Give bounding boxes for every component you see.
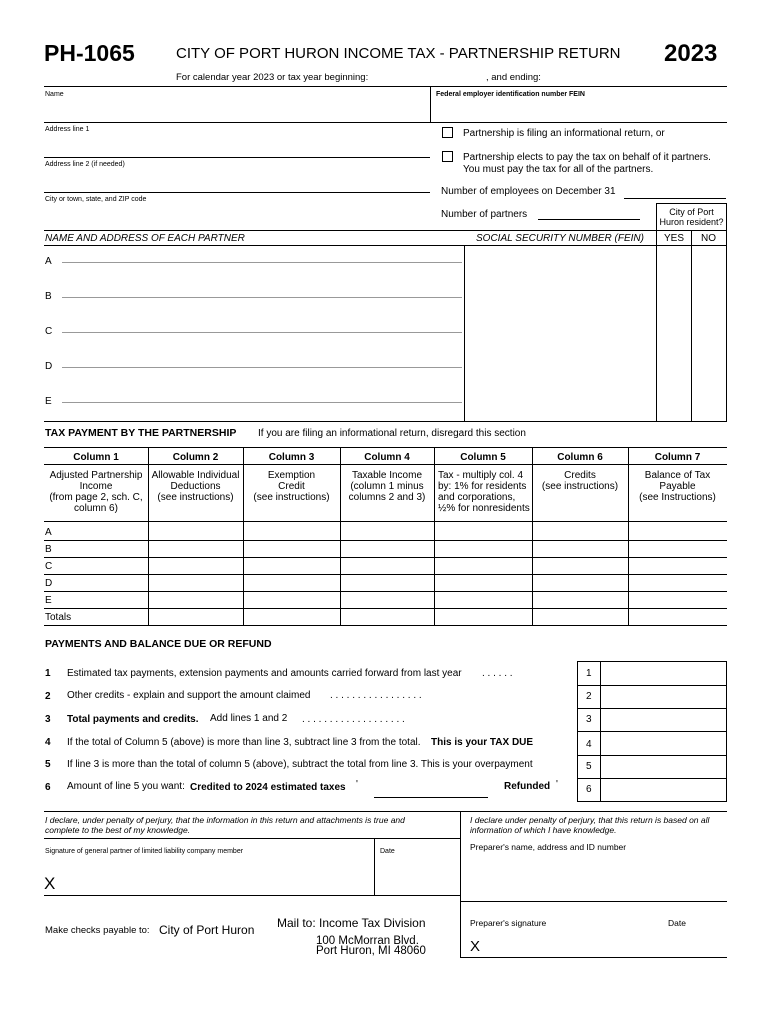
preparer-date-label: Date bbox=[668, 918, 686, 928]
preparer-bottom-rule bbox=[460, 957, 727, 958]
line-4-text: If the total of Column 5 (above) is more than line 3, subtract line 3 from the total. bbox=[67, 737, 421, 748]
column-5-header: Column 5 bbox=[460, 452, 506, 463]
tax-row-rule bbox=[44, 608, 727, 609]
declaration-top-rule bbox=[44, 811, 727, 812]
line-1-text: Estimated tax payments, extension payments and amounts carried forward from last year bbox=[67, 668, 462, 679]
line-3-box-number: 3 bbox=[586, 714, 592, 725]
partner-row-field[interactable] bbox=[62, 332, 462, 333]
partners-count-field[interactable] bbox=[538, 219, 640, 220]
tax-payment-title: TAX PAYMENT BY THE PARTNERSHIP bbox=[45, 427, 237, 439]
resident-yes-no-divider bbox=[691, 230, 692, 421]
tax-row-label: E bbox=[45, 595, 52, 606]
name-label: Name bbox=[45, 91, 64, 98]
elects-option-line1: Partnership elects to pay the tax on behalf of it partners. bbox=[463, 152, 711, 163]
line-6-credited-label: Credited to 2024 estimated taxes bbox=[190, 782, 346, 793]
partners-count-label: Number of partners bbox=[441, 209, 528, 220]
payments-box-rule bbox=[577, 778, 727, 779]
tax-row-rule bbox=[44, 591, 727, 592]
resident-box-top bbox=[656, 203, 727, 204]
partner-name-header: NAME AND ADDRESS OF EACH PARTNER bbox=[45, 233, 245, 244]
signature-area-bottom bbox=[44, 895, 460, 896]
form-id: PH-1065 bbox=[44, 40, 135, 66]
line-2-box-number: 2 bbox=[586, 691, 592, 702]
line-3-text-2: Add lines 1 and 2 bbox=[210, 713, 288, 724]
line-4-number: 4 bbox=[45, 737, 51, 748]
column-3-description: Exemption Credit (see instructions) bbox=[253, 470, 330, 503]
line-5-number: 5 bbox=[45, 759, 51, 770]
column-2-header: Column 2 bbox=[172, 452, 219, 463]
partners-table-top bbox=[44, 230, 727, 231]
partner-row-label: D bbox=[45, 361, 53, 372]
line-4-text-2: This is your TAX DUE bbox=[431, 737, 534, 748]
line-5-box-number: 5 bbox=[586, 761, 592, 772]
header-rule bbox=[44, 86, 727, 87]
form-year: 2023 bbox=[664, 40, 718, 67]
payments-box-rule bbox=[577, 661, 727, 662]
informational-option: Partnership is filing an informational return, or bbox=[463, 128, 665, 139]
name-rule bbox=[44, 122, 727, 123]
resident-box-left bbox=[656, 203, 657, 421]
payments-box-rule bbox=[577, 708, 727, 709]
fein-label: Federal employer identification number FEIN bbox=[436, 91, 585, 98]
line-3-number: 3 bbox=[45, 714, 51, 725]
tax-col-divider bbox=[434, 447, 435, 625]
declaration-left: I declare, under penalty of perjury, that the information in this return and attachments is true and complete to the best of my knowledge. bbox=[45, 815, 405, 835]
payments-box-rule bbox=[577, 685, 727, 686]
signature-date-label: Date bbox=[380, 848, 395, 855]
tax-row-rule bbox=[44, 557, 727, 558]
payable-to: City of Port Huron bbox=[159, 923, 255, 937]
elects-to-pay-checkbox[interactable] bbox=[442, 151, 453, 162]
line-6-text: Amount of line 5 you want: bbox=[67, 781, 185, 792]
tax-row-rule bbox=[44, 574, 727, 575]
mail-label: Mail to: Income Tax Division bbox=[277, 916, 426, 930]
partner-row-field[interactable] bbox=[62, 402, 462, 403]
line-2-number: 2 bbox=[45, 691, 51, 702]
partner-row-field[interactable] bbox=[62, 367, 462, 368]
period-end-label: , and ending: bbox=[486, 72, 541, 83]
resident-yes-header: YES bbox=[664, 233, 685, 244]
line-6-number: 6 bbox=[45, 782, 51, 793]
tax-table-desc-rule bbox=[44, 521, 727, 522]
payable-label: Make checks payable to: bbox=[45, 925, 150, 936]
line-6-apostrophe-2: ' bbox=[556, 779, 558, 790]
signature-area-top bbox=[44, 838, 460, 839]
line-6-credited-field[interactable] bbox=[374, 797, 488, 798]
preparer-signature-label: Preparer's signature bbox=[470, 918, 547, 928]
address2-rule bbox=[44, 192, 430, 193]
line-1-number: 1 bbox=[45, 668, 51, 679]
tax-payment-subtitle: If you are filing an informational return, disregard this section bbox=[258, 428, 526, 439]
informational-checkbox[interactable] bbox=[442, 127, 453, 138]
line-2-dots: . . . . . . . . . . . . . . . . . bbox=[330, 690, 422, 701]
mail-city: Port Huron, MI 48060 bbox=[316, 945, 426, 957]
line-5-text: If line 3 is more than the total of column 5 (above), subtract the total from line 3. This is your overpayment bbox=[67, 759, 533, 770]
employees-label: Number of employees on December 31 bbox=[441, 186, 616, 197]
partner-row-label: B bbox=[45, 291, 52, 302]
tax-table-bottom bbox=[44, 625, 727, 626]
tax-row-label: B bbox=[45, 544, 52, 555]
partner-row-label: A bbox=[45, 256, 52, 267]
declaration-center-divider bbox=[460, 811, 461, 958]
line-1-box-number: 1 bbox=[586, 668, 592, 679]
employees-field[interactable] bbox=[624, 198, 726, 199]
column-5-description: Tax - multiply col. 4 by: 1% for residents and corporations, ½% for nonresidents bbox=[438, 470, 530, 514]
line-6-apostrophe: ' bbox=[356, 779, 358, 790]
signature-date-divider bbox=[374, 838, 375, 895]
partner-row-field[interactable] bbox=[62, 297, 462, 298]
tax-totals-label: Totals bbox=[45, 612, 72, 623]
tax-row-label: C bbox=[45, 561, 53, 572]
line-1-dots: . . . . . . bbox=[482, 668, 513, 679]
column-2-description: Allowable Individual Deductions (see instructions) bbox=[151, 470, 240, 503]
column-7-header: Column 7 bbox=[654, 452, 701, 463]
column-6-header: Column 6 bbox=[557, 452, 603, 463]
resident-box-right bbox=[726, 203, 727, 421]
preparer-label: Preparer's name, address and ID number bbox=[470, 842, 627, 852]
partner-row-field[interactable] bbox=[62, 262, 462, 263]
column-3-header: Column 3 bbox=[268, 452, 315, 463]
period-begin-label: For calendar year 2023 or tax year beginning: bbox=[176, 72, 369, 83]
tax-row-label: A bbox=[45, 527, 52, 538]
line-3-dots: . . . . . . . . . . . . . . . . . . . bbox=[302, 714, 405, 725]
address1-label: Address line 1 bbox=[45, 126, 90, 133]
preparer-rule bbox=[460, 901, 727, 902]
line-2-text: Other credits - explain and support the amount claimed bbox=[67, 690, 311, 701]
column-7-description: Balance of Tax Payable (see Instructions) bbox=[639, 470, 716, 503]
tax-row-label: D bbox=[45, 578, 53, 589]
partner-row-label: C bbox=[45, 326, 53, 337]
resident-header-line1: City of Port bbox=[669, 207, 714, 217]
payments-box-rule bbox=[577, 755, 727, 756]
partner-row-label: E bbox=[45, 396, 52, 407]
partners-table-bottom bbox=[44, 421, 727, 422]
signature-label: Signature of general partner of limited liability company member bbox=[45, 848, 244, 855]
column-4-header: Column 4 bbox=[364, 452, 410, 463]
elects-option-line2: You must pay the tax for all of the partners. bbox=[463, 164, 654, 175]
line-3-text: Total payments and credits. bbox=[67, 714, 199, 725]
resident-header-line2: Huron resident? bbox=[659, 217, 724, 227]
line-6-refunded-label: Refunded bbox=[504, 781, 551, 792]
partner-ssn-header: SOCIAL SECURITY NUMBER (FEIN) bbox=[476, 233, 644, 244]
declaration-right: I declare under penalty of perjury, that this return is based on all information of which I have knowledge. bbox=[470, 815, 710, 835]
payments-title: PAYMENTS AND BALANCE DUE OR REFUND bbox=[45, 638, 272, 650]
preparer-signature-mark[interactable]: X bbox=[470, 938, 481, 955]
tax-table-head-rule bbox=[44, 464, 727, 465]
column-4-description: Taxable Income (column 1 minus columns 2 and 3) bbox=[348, 470, 426, 503]
line-4-box-number: 4 bbox=[586, 739, 592, 750]
column-1-description: Adjusted Partnership Income (from page 2, sch. C, column 6) bbox=[49, 470, 143, 514]
form-title: CITY OF PORT HURON INCOME TAX - PARTNERSHIP RETURN bbox=[176, 45, 621, 62]
resident-no-header: NO bbox=[701, 233, 716, 244]
payments-box-rule bbox=[577, 801, 727, 802]
tax-table-top bbox=[44, 447, 727, 448]
payments-box-rule bbox=[577, 731, 727, 732]
mail-street: 100 McMorran Blvd. bbox=[316, 935, 419, 947]
signature-mark[interactable]: X bbox=[44, 874, 56, 893]
column-6-description: Credits (see instructions) bbox=[541, 470, 619, 492]
address2-label: Address line 2 (if needed) bbox=[45, 161, 125, 168]
fein-divider bbox=[430, 86, 431, 123]
ssn-column-divider bbox=[464, 245, 465, 421]
tax-row-rule bbox=[44, 540, 727, 541]
city-label: City or town, state, and ZIP code bbox=[45, 196, 147, 203]
address1-rule bbox=[44, 157, 430, 158]
line-6-box-number: 6 bbox=[586, 784, 592, 795]
column-1-header: Column 1 bbox=[73, 452, 119, 463]
partners-header-rule bbox=[44, 245, 727, 246]
